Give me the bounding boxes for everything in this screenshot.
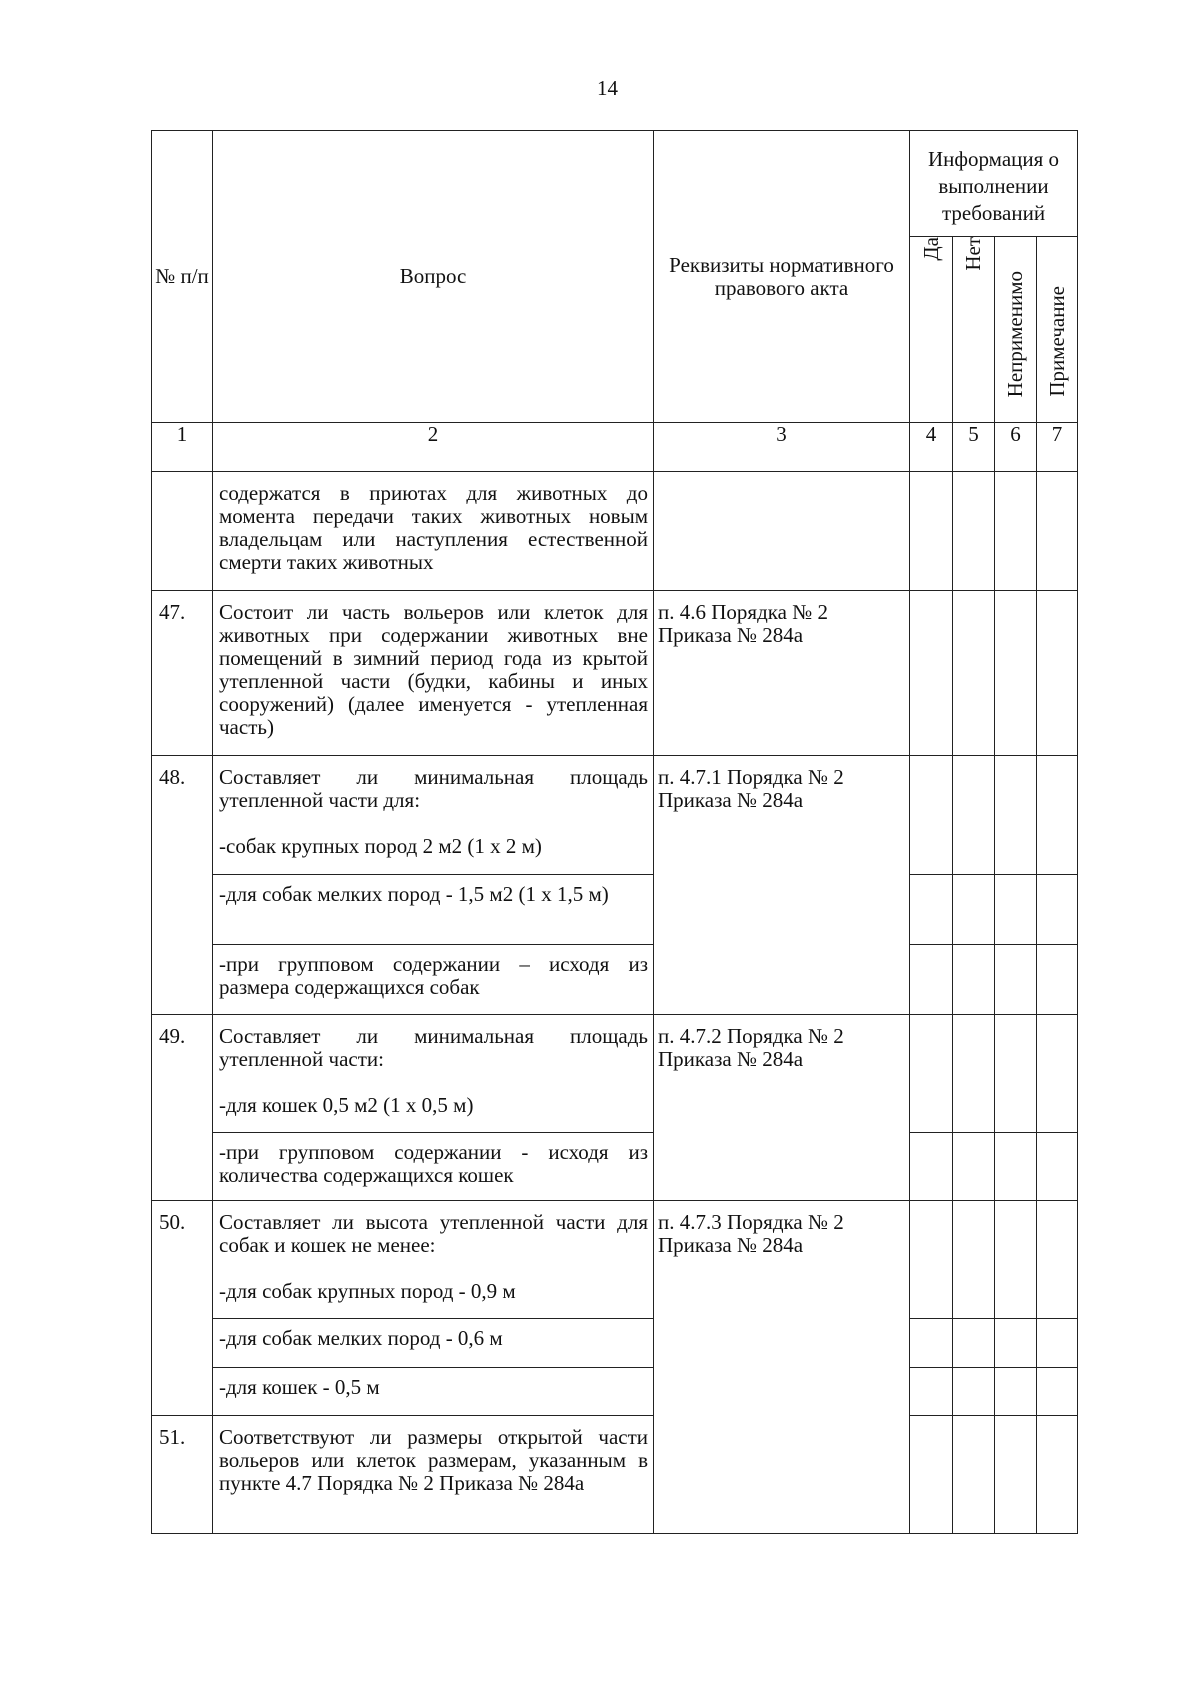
table-row (152, 472, 1078, 591)
answer-no-cell[interactable] (953, 1133, 995, 1201)
row-subitem: -для собак крупных пород - 0,9 м (219, 1279, 516, 1303)
answer-no-cell[interactable] (953, 756, 995, 875)
answer-yes-cell[interactable] (910, 1015, 953, 1133)
answer-no-cell[interactable] (953, 945, 995, 1015)
column-number: 5 (953, 423, 995, 472)
column-number-row (152, 423, 1078, 472)
checklist-table (151, 130, 1078, 1534)
table-row (152, 1416, 1078, 1534)
note-cell[interactable] (1037, 1201, 1078, 1319)
header-yes: Да (910, 237, 953, 423)
answer-no-cell[interactable] (953, 1201, 995, 1319)
answer-yes-cell[interactable] (910, 591, 953, 756)
row-number (152, 472, 213, 591)
note-cell[interactable] (1037, 1319, 1078, 1368)
note-cell[interactable] (1037, 472, 1078, 591)
answer-no-cell[interactable] (953, 1015, 995, 1133)
row-number: 50. (152, 1201, 213, 1416)
row-question-text: Составляет ли минимальная площадь утепленной части для: (219, 765, 648, 812)
header-info: Информация о выполнении требований (910, 131, 1078, 237)
answer-no-cell[interactable] (953, 472, 995, 591)
answer-na-cell[interactable] (995, 1015, 1037, 1133)
note-cell[interactable] (1037, 1015, 1078, 1133)
answer-na-cell[interactable] (995, 1319, 1037, 1368)
row-question (213, 1015, 654, 1133)
header-no: Нет (953, 237, 995, 423)
answer-na-cell[interactable] (995, 1368, 1037, 1416)
header-na: Неприменимо (995, 237, 1037, 423)
answer-yes-cell[interactable] (910, 1368, 953, 1416)
header-reference: Реквизиты нормативного правового акта (654, 131, 910, 423)
row-number: 47. (152, 591, 213, 756)
row-subitem: -для собак мелких пород - 1,5 м2 (1 х 1,5 м) (213, 875, 654, 945)
row-reference: п. 4.7.2 Порядка № 2 Приказа № 284а (654, 1015, 910, 1201)
answer-yes-cell[interactable] (910, 945, 953, 1015)
header-num: № п/п (152, 131, 213, 423)
answer-na-cell[interactable] (995, 1416, 1037, 1534)
table-subrow (152, 945, 1078, 1015)
answer-na-cell[interactable] (995, 472, 1037, 591)
row-reference (654, 472, 910, 591)
column-number: 7 (1037, 423, 1078, 472)
note-cell[interactable] (1037, 591, 1078, 756)
note-cell[interactable] (1037, 1416, 1078, 1534)
table-subrow (152, 875, 1078, 945)
note-cell[interactable] (1037, 1133, 1078, 1201)
column-number: 3 (654, 423, 910, 472)
page-number: 14 (597, 76, 618, 100)
column-number: 6 (995, 423, 1037, 472)
row-subitem: -при групповом содержании – исходя из размера содержащихся собак (213, 945, 654, 1015)
row-subitem: -для кошек - 0,5 м (213, 1368, 654, 1416)
row-reference: п. 4.7.1 Порядка № 2 Приказа № 284а (654, 756, 910, 1015)
note-cell[interactable] (1037, 875, 1078, 945)
answer-yes-cell[interactable] (910, 472, 953, 591)
table-subrow (152, 1319, 1078, 1368)
column-number: 4 (910, 423, 953, 472)
table-row (152, 756, 1078, 875)
table-subrow (152, 1368, 1078, 1416)
table-row (152, 1201, 1078, 1319)
row-question: содержатся в приютах для животных до момента передачи таких животных новым владельцам или наступления естественной смерти таких животных (213, 472, 654, 591)
row-number: 51. (152, 1416, 213, 1534)
header-question: Вопрос (213, 131, 654, 423)
row-question: Соответствуют ли размеры открытой части вольеров или клеток размерам, указанным в пункте 4.7 Порядка № 2 Приказа № 284а (213, 1416, 654, 1534)
row-reference: п. 4.7.3 Порядка № 2 Приказа № 284а (654, 1201, 910, 1534)
column-number: 1 (152, 423, 213, 472)
answer-yes-cell[interactable] (910, 1201, 953, 1319)
answer-yes-cell[interactable] (910, 1133, 953, 1201)
header-note: Примечание (1037, 237, 1078, 423)
answer-yes-cell[interactable] (910, 1319, 953, 1368)
row-question-text: Составляет ли высота утепленной части для собак и кошек не менее: (219, 1210, 648, 1257)
table-row (152, 1015, 1078, 1133)
answer-no-cell[interactable] (953, 1416, 995, 1534)
note-cell[interactable] (1037, 945, 1078, 1015)
note-cell[interactable] (1037, 1368, 1078, 1416)
note-cell[interactable] (1037, 756, 1078, 875)
row-question: Состоит ли часть вольеров или клеток для животных при содержании животных вне помещений в зимний период года из крытой утепленной части (будки, кабины и иных сооружений) (далее именуется - утепленная часть) (213, 591, 654, 756)
answer-no-cell[interactable] (953, 875, 995, 945)
answer-na-cell[interactable] (995, 591, 1037, 756)
answer-na-cell[interactable] (995, 1133, 1037, 1201)
row-question (213, 1201, 654, 1319)
answer-yes-cell[interactable] (910, 875, 953, 945)
row-question-text: Составляет ли минимальная площадь утепленной части: (219, 1024, 648, 1071)
row-number: 48. (152, 756, 213, 1015)
answer-no-cell[interactable] (953, 1319, 995, 1368)
answer-yes-cell[interactable] (910, 756, 953, 875)
answer-na-cell[interactable] (995, 875, 1037, 945)
row-number: 49. (152, 1015, 213, 1201)
answer-no-cell[interactable] (953, 1368, 995, 1416)
table-row (152, 591, 1078, 756)
answer-na-cell[interactable] (995, 756, 1037, 875)
row-subitem: -при групповом содержании - исходя из количества содержащихся кошек (213, 1133, 654, 1201)
column-number: 2 (213, 423, 654, 472)
row-subitem: -для кошек 0,5 м2 (1 х 0,5 м) (219, 1093, 474, 1117)
row-question (213, 756, 654, 875)
row-reference: п. 4.6 Порядка № 2 Приказа № 284а (654, 591, 910, 756)
table-subrow (152, 1133, 1078, 1201)
answer-yes-cell[interactable] (910, 1416, 953, 1534)
header-row (152, 131, 1078, 237)
answer-na-cell[interactable] (995, 945, 1037, 1015)
answer-na-cell[interactable] (995, 1201, 1037, 1319)
answer-no-cell[interactable] (953, 591, 995, 756)
row-subitem: -для собак мелких пород - 0,6 м (213, 1319, 654, 1368)
row-subitem: -собак крупных пород 2 м2 (1 х 2 м) (219, 834, 542, 858)
